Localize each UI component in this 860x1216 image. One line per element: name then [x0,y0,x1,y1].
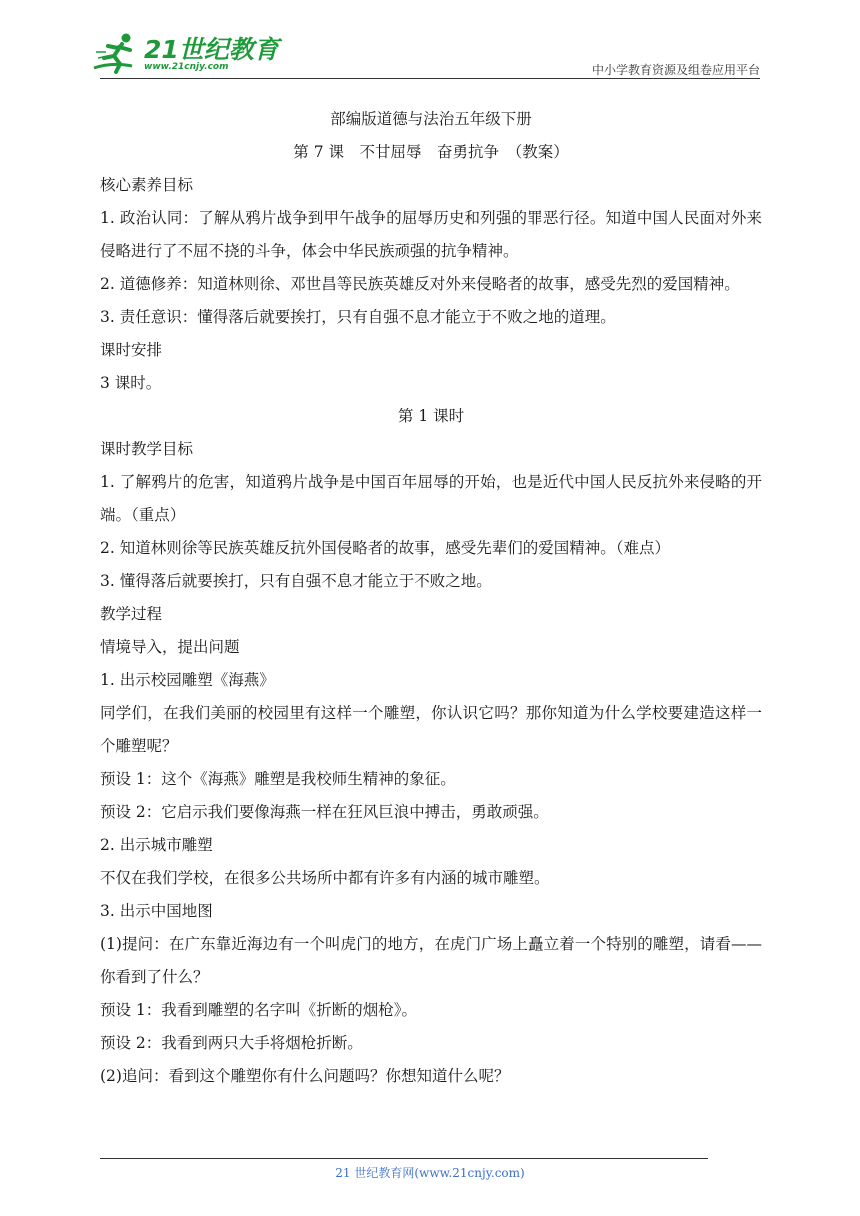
paragraph: 2. 出示城市雕塑 [100,836,213,854]
paragraph: 1. 政治认同：了解从鸦片战争到甲午战争的屈辱历史和列强的罪恶行径。知道中国人民面对外来侵略进行了不屈不挠的斗争，体会中华民族顽强的抗争精神。 [100,209,762,260]
footer-link[interactable]: 21 世纪教育网(www.21cnjy.com) [335,1166,525,1180]
paragraph: (2)追问：看到这个雕塑你有什么问题吗？你想知道什么呢？ [100,1067,510,1085]
paragraph: 预设 1：我看到雕塑的名字叫《折断的烟枪》。 [100,1001,418,1019]
section-heading: 课时教学目标 [100,440,194,458]
section-heading: 课时安排 [100,341,163,359]
subheading: 情境导入，提出问题 [100,638,240,656]
paragraph: 3. 出示中国地图 [100,902,213,920]
runner-icon [92,32,148,76]
site-logo[interactable] [92,30,279,78]
paragraph: 3. 责任意识：懂得落后就要挨打，只有自强不息才能立于不败之地的道理。 [100,308,616,326]
document-subtitle: 第 7 课 不甘屈辱 奋勇抗争 （教案） [293,143,569,161]
section-heading: 教学过程 [100,605,163,623]
lesson-title: 第 1 课时 [397,407,465,425]
paragraph: 预设 1：这个《海燕》雕塑是我校师生精神的象征。 [100,770,456,788]
paragraph: 2. 道德修养：知道林则徐、邓世昌等民族英雄反对外来侵略者的故事，感受先烈的爱国精神。 [100,275,740,293]
paragraph: 同学们，在我们美丽的校园里有这样一个雕塑，你认识它吗？那你知道为什么学校要建造这样一个雕塑呢？ [100,704,762,755]
paragraph: 不仅在我们学校，在很多公共场所中都有许多有内涵的城市雕塑。 [100,869,550,887]
platform-name: 中小学教育资源及组卷应用平台 [591,63,760,77]
document-body [100,103,762,1093]
paragraph: 1. 出示校园雕塑《海燕》 [100,671,275,689]
page-header [0,0,860,82]
logo-url: www.21cnjy.com [144,62,229,72]
paragraph: 3. 懂得落后就要挨打，只有自强不息才能立于不败之地。 [100,572,492,590]
paragraph: 预设 2：我看到两只大手将烟枪折断。 [100,1034,363,1052]
paragraph: (1)提问：在广东靠近海边有一个叫虎门的地方，在虎门广场上矗立着一个特别的雕塑，请看——你看到了什么？ [100,935,762,986]
paragraph: 2. 知道林则徐等民族英雄反抗外国侵略者的故事，感受先辈们的爱国精神。（难点） [100,539,670,557]
footer-divider [100,1158,708,1159]
document-title: 部编版道德与法治五年级下册 [330,110,532,128]
paragraph: 预设 2：它启示我们要像海燕一样在狂风巨浪中搏击，勇敢顽强。 [100,803,549,821]
section-heading: 核心素养目标 [100,176,194,194]
logo-text: 21世纪教育 [144,35,279,64]
paragraph: 1. 了解鸦片的危害，知道鸦片战争是中国百年屈辱的开始，也是近代中国人民反抗外来侵略的开端。（重点） [100,473,762,524]
paragraph: 3 课时。 [100,374,162,392]
header-divider [100,78,760,79]
